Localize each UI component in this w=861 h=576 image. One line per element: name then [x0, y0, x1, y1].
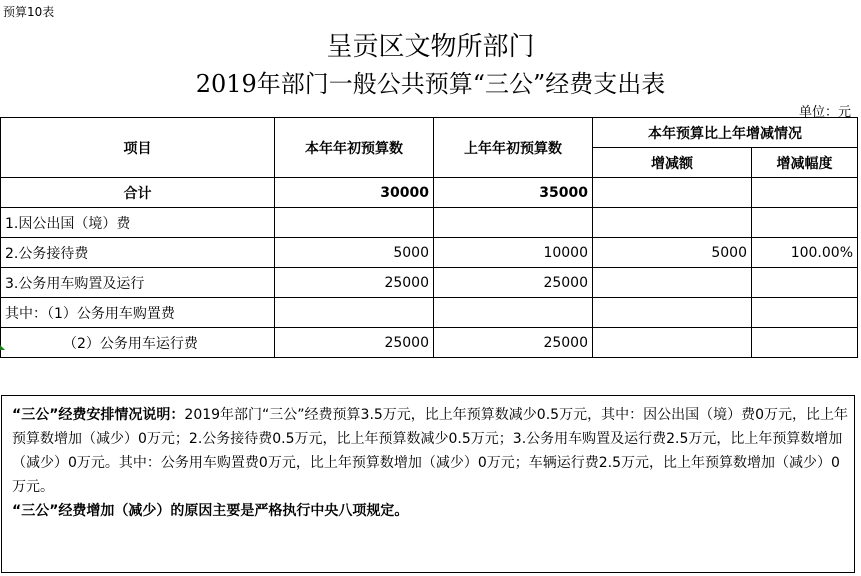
row-current: 5000 — [275, 238, 434, 268]
row-change — [593, 298, 752, 328]
row-current — [275, 208, 434, 238]
row-change: 5000 — [593, 238, 752, 268]
row-label: 3.公务用车购置及运行 — [1, 268, 275, 298]
total-previous: 35000 — [434, 178, 593, 208]
table-row — [1, 208, 858, 238]
row-previous — [434, 298, 593, 328]
row-previous: 25000 — [434, 268, 593, 298]
row-change — [593, 208, 752, 238]
row-label: 2.公务接待费 — [1, 238, 275, 268]
row-label: 1.因公出国（境）费 — [1, 208, 275, 238]
form-tag: 预算10表 — [3, 5, 55, 19]
total-current: 30000 — [275, 178, 434, 208]
row-rate — [752, 298, 858, 328]
row-current: 25000 — [275, 328, 434, 358]
page-subtitle: 2019年部门一般公共预算“三公”经费支出表 — [195, 70, 666, 98]
row-rate — [752, 328, 858, 358]
header-previous: 上年年初预算数 — [434, 118, 593, 178]
total-label: 合计 — [1, 178, 275, 208]
page-title: 呈贡区文物所部门 — [326, 32, 535, 62]
unit-label: 单位：元 — [798, 105, 851, 120]
total-rate — [752, 178, 858, 208]
table-row — [1, 298, 858, 328]
header-change-group: 本年预算比上年增减情况 — [593, 118, 858, 148]
row-label: 其中：（1）公务用车购置费 — [1, 298, 275, 328]
row-previous: 10000 — [434, 238, 593, 268]
table-row — [1, 268, 858, 298]
cell-comment-marker — [0, 345, 5, 350]
explanation-box — [1, 395, 855, 573]
row-current — [275, 298, 434, 328]
row-rate: 100.00% — [752, 238, 858, 268]
table-row — [1, 328, 858, 358]
note-body: 2019年部门“三公”经费预算3.5万元，比上年预算数减少0.5万元，其中：因公出国（境）费0万元，比上年预算数增加（减少）0万元；2.公务接待费0.5万元，比上年预算数减少0.5万元；3.公务用车购置及运行费2.5万元，比上年预算数增加（减少）0万元。其中：公务用车购置费0万元，比上年预算数增加（减少）0万元；车辆运行费2.5万元，比上年预算数增加（减少）0万元。 — [12, 407, 848, 495]
row-rate — [752, 268, 858, 298]
table-row — [1, 238, 858, 268]
header-change-rate: 增减幅度 — [752, 148, 858, 178]
budget-table — [0, 117, 858, 358]
header-change-amount: 增减额 — [593, 148, 752, 178]
note-heading: “三公”经费安排情况说明： — [12, 407, 185, 423]
row-previous — [434, 208, 593, 238]
row-label: （2）公务用车运行费 — [1, 328, 275, 358]
row-change — [593, 268, 752, 298]
row-change — [593, 328, 752, 358]
header-current: 本年年初预算数 — [275, 118, 434, 178]
row-previous: 25000 — [434, 328, 593, 358]
header-item: 项目 — [1, 118, 275, 178]
row-rate — [752, 208, 858, 238]
note-reason: “三公”经费增加（减少）的原因主要是严格执行中央八项规定。 — [12, 503, 409, 519]
total-change — [593, 178, 752, 208]
row-current: 25000 — [275, 268, 434, 298]
total-row — [1, 178, 858, 208]
